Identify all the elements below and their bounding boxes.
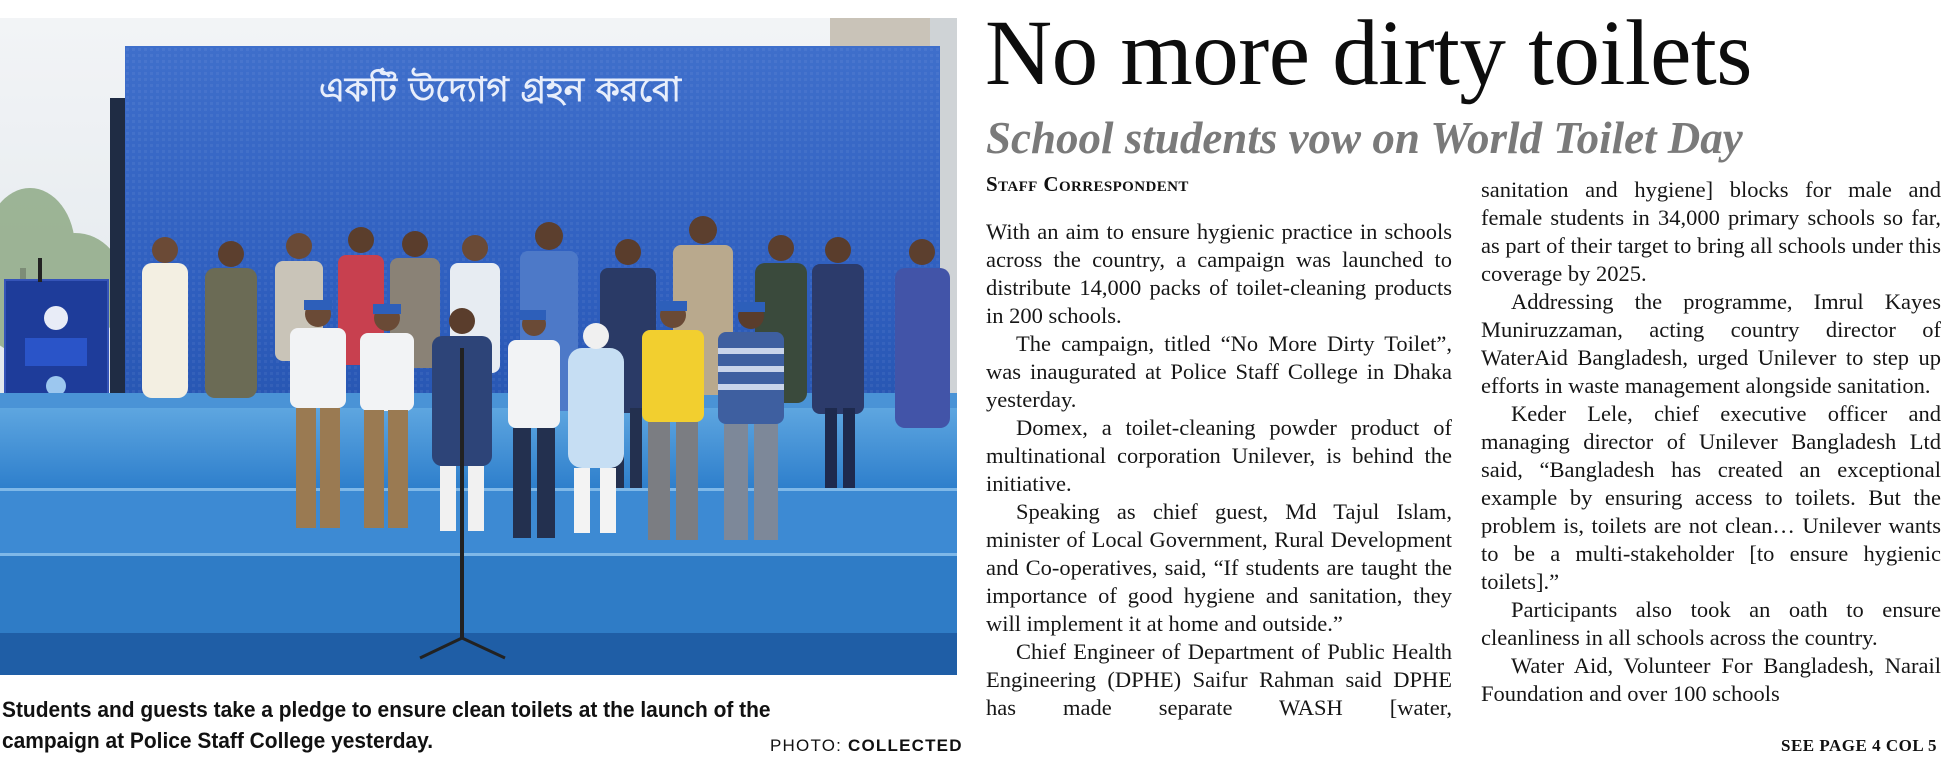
paragraph: With an aim to ensure hygienic practice in schools across the country, a campaign was launched to distribute 14,000 packs of toilet-cleaning products in 200 schools.	[986, 219, 1452, 328]
continuation-jump[interactable]: SEE PAGE 4 COL 5	[1781, 736, 1937, 755]
paragraph: sanitation and hygiene] blocks for male and female students in 34,000 primary schools so far, as part of their target to bring all schools under this coverage by 2025.	[1481, 177, 1941, 286]
pledge-ceremony-illustration	[0, 18, 957, 675]
news-photo	[0, 18, 957, 675]
photo-credit-source: COLLECTED	[848, 736, 963, 755]
subheadline: School students vow on World Toilet Day	[986, 113, 1743, 163]
paragraph: Chief Engineer of Department of Public Health Engineering (DPHE) Saifur Rahman said DPHE has made separate WASH [water,	[986, 639, 1452, 720]
paragraph: The campaign, titled “No More Dirty Toilet”, was inaugurated at Police Staff College in Dhaka yesterday.	[986, 331, 1452, 412]
headline: No more dirty toilets	[985, 2, 1752, 105]
article-column-1	[986, 218, 1452, 722]
paragraph: Addressing the programme, Imrul Kayes Muniruzzaman, acting country director of WaterAid Bangladesh, urged Unilever to step up efforts in waste management alongside sanitation.	[1481, 289, 1941, 398]
photo-credit	[770, 736, 963, 756]
photo-caption: Students and guests take a pledge to ensure clean toilets at the launch of the campaign at Police Staff College yesterday.	[2, 697, 771, 753]
paragraph: Keder Lele, chief executive officer and managing director of Unilever Bangladesh Ltd said, “Bangladesh has created an exceptional example by ensuring access to toilets. But the problem is, toilets are not clean… Unilever wants to be a multi-stakeholder [to ensure hygienic toilets].”	[1481, 401, 1941, 594]
byline: Staff Correspondent	[986, 172, 1189, 196]
paragraph: Participants also took an oath to ensure cleanliness in all schools across the country.	[1481, 597, 1941, 650]
paragraph: Domex, a toilet-cleaning powder product of multinational corporation Unilever, is behind the initiative.	[986, 415, 1452, 496]
banner-text: একটি উদ্যোগ গ্রহন করবো	[319, 70, 681, 110]
paragraph: Water Aid, Volunteer For Bangladesh, Narail Foundation and over 100 schools	[1481, 653, 1941, 706]
podium	[5, 258, 108, 410]
article-column-2	[1481, 176, 1941, 708]
paragraph: Speaking as chief guest, Md Tajul Islam, minister of Local Government, Rural Development and Co-operatives, said, “If students are taught the importance of good hygiene and sanitation, they will implement it at home and outside.”	[986, 499, 1452, 636]
photo-credit-label: PHOTO:	[770, 736, 843, 755]
